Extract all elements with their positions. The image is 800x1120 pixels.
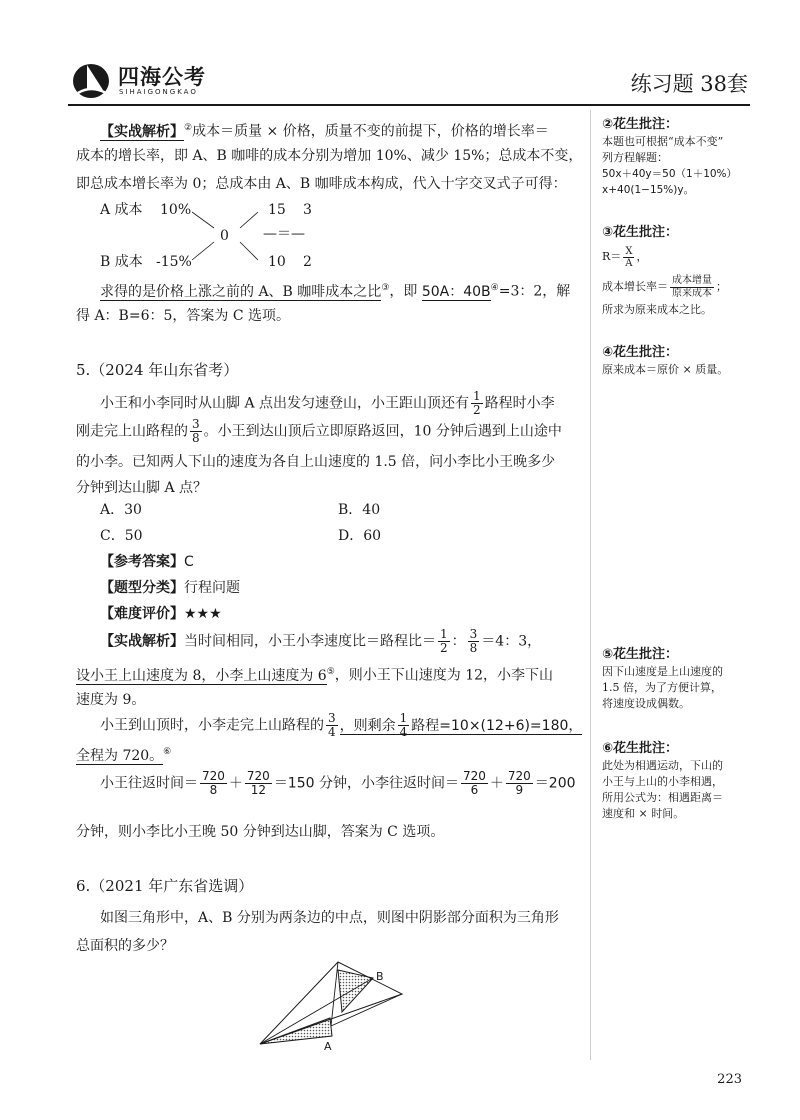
prev-analysis-line-1 xyxy=(100,118,549,142)
fraction xyxy=(670,275,714,300)
option-a: A．30 xyxy=(100,502,142,518)
fraction-numerator: 3 xyxy=(192,417,200,431)
sail-logo-icon xyxy=(70,60,114,100)
annotation-mark-2: ② xyxy=(184,123,193,133)
underlined-ratio-text: 求得的是价格上涨之前的 A、B 咖啡成本之比 xyxy=(100,283,382,300)
cross-dash: —＝— xyxy=(263,226,305,242)
note-line: x+40(1−15%)y。 xyxy=(602,184,695,196)
note-title: ④花生批注： xyxy=(602,345,679,360)
text-segment: =3：2，解 xyxy=(498,283,571,300)
cross-b-label: B 成本 xyxy=(100,254,143,270)
prev-analysis-text: 成本＝质量 × 价格，质量不变的前提下，价格的增长率＝ xyxy=(192,123,549,140)
fraction xyxy=(471,390,483,417)
note-title: ⑤花生批注： xyxy=(602,647,679,662)
fraction-denominator: 4 xyxy=(399,725,408,739)
question-6-line-2: 总面积的多少？ xyxy=(76,938,174,954)
fraction-denominator: A xyxy=(625,257,633,269)
annotation-mark-3: ③ xyxy=(381,283,390,293)
fraction-numerator: X xyxy=(625,245,633,257)
text-segment: ＋ xyxy=(228,775,243,792)
fraction xyxy=(190,418,202,445)
q5-analysis-line-7: 分钟，则小李比小王晚 50 分钟到达山脚，答案为 C 选项。 xyxy=(76,824,445,840)
underlined-speed-assumption: 设小王上山速度为 8，小李上山速度为 6 xyxy=(76,667,327,684)
cross-r2a: 10 xyxy=(268,254,286,270)
fraction-numerator: 3 xyxy=(469,627,478,641)
text-segment: ＝150 分钟，小李往返时间＝ xyxy=(273,775,459,792)
note-4 xyxy=(602,344,762,378)
logo-chinese: 四海公考 xyxy=(118,65,206,89)
annotation-mark-5: ⑤ xyxy=(326,667,335,677)
type-line xyxy=(100,578,240,598)
prev-analysis-line-2: 成本的增长率，即 A、B 咖啡的成本分别为增加 10%、减少 15%；总成本不变， xyxy=(76,148,583,164)
text-segment: ，即 xyxy=(389,283,422,300)
question-6-number: 6.（2021 年广东省选调） xyxy=(76,877,254,895)
q5-analysis-line-6 xyxy=(100,770,576,797)
cross-a-label: A 成本 xyxy=(100,202,143,218)
fraction-denominator: 12 xyxy=(250,783,266,797)
fraction xyxy=(438,628,450,655)
fraction-denominator: 4 xyxy=(328,725,336,739)
cross-method-diagram xyxy=(100,198,330,272)
cross-r1a: 15 xyxy=(268,202,286,218)
page-number: 223 xyxy=(717,1072,742,1087)
note-6 xyxy=(602,740,762,822)
note-line: 所求为原来成本之比。 xyxy=(602,303,712,316)
type-label: 【题型分类】 xyxy=(100,580,184,596)
note-line: 速度和 × 时间。 xyxy=(602,807,685,820)
fraction xyxy=(461,770,488,797)
fraction-denominator: 原来成本 xyxy=(672,287,712,299)
question-5-number: 5.（2024 年山东省考） xyxy=(76,361,239,379)
text-segment: 路程时小李 xyxy=(484,395,555,412)
cross-b-value: -15% xyxy=(156,254,192,270)
note-line: 本题也可根据“成本不变” xyxy=(602,135,724,148)
prev-analysis-line-5: 得 A：B=6：5，答案为 C 选项。 xyxy=(76,308,291,324)
cross-r2b: 2 xyxy=(303,254,312,270)
type-value: 行程问题 xyxy=(184,580,240,596)
fraction-denominator: 2 xyxy=(440,641,448,655)
fraction xyxy=(506,770,533,797)
fraction-denominator: 2 xyxy=(473,403,481,417)
question-5-line-2 xyxy=(76,418,562,445)
sidebar-divider xyxy=(590,110,591,1060)
fraction-numerator: 1 xyxy=(440,627,448,641)
header-logo xyxy=(70,60,220,102)
fraction-numerator: 720 xyxy=(462,769,486,783)
annotation-mark-6: ⑥ xyxy=(163,747,172,757)
fraction-denominator: 8 xyxy=(192,431,200,445)
difficulty-stars: ★★★ xyxy=(184,606,222,622)
note-line: 因下山速度是上山速度的 xyxy=(602,665,723,678)
note-line: 原来成本＝原价 × 质量。 xyxy=(602,363,729,376)
fraction-denominator: 6 xyxy=(470,783,479,797)
answer-value: C xyxy=(184,554,194,570)
q5-analysis-line-1 xyxy=(100,628,541,655)
fraction xyxy=(245,770,272,797)
question-5-line-1 xyxy=(100,390,555,417)
option-b: B．40 xyxy=(338,502,381,518)
note-2 xyxy=(602,116,762,198)
text-segment: 。小王到达山顶后立即原路返回，10 分钟后遇到上山途中 xyxy=(203,423,562,440)
point-b-label: B xyxy=(376,970,384,983)
fraction xyxy=(468,628,480,655)
cross-center: 0 xyxy=(220,228,229,244)
text-segment: ，则剩余 xyxy=(339,717,396,734)
text-segment: ； xyxy=(716,280,727,293)
text-segment: 成本增长率＝ xyxy=(602,280,668,293)
fraction xyxy=(623,246,634,269)
q5-analysis-line-4 xyxy=(100,712,582,739)
note-line: 列方程解题： xyxy=(602,151,668,164)
annotation-mark-4: ④ xyxy=(490,283,499,293)
fraction-numerator: 720 xyxy=(507,769,531,783)
note-5 xyxy=(602,646,762,712)
difficulty-label: 【难度评价】 xyxy=(100,606,184,622)
analysis-label: 【实战解析】 xyxy=(100,633,184,650)
underlined-total-distance: 全程为 720。 xyxy=(76,747,164,764)
triangle-figure xyxy=(252,960,412,1060)
note-line: 所用公式为：相遇距离＝ xyxy=(602,791,723,804)
answer-line xyxy=(100,552,194,572)
note-title: ③花生批注： xyxy=(602,225,679,240)
fraction-numerator: 成本增量 xyxy=(672,274,712,286)
option-d: D．60 xyxy=(338,528,382,544)
cross-r1b: 3 xyxy=(303,202,312,218)
q5-analysis-line-3: 速度为 9。 xyxy=(76,692,146,708)
note-line xyxy=(602,272,772,302)
text-segment: 小王和小李同时从山脚 A 点出发匀速登山，小王距山顶还有 xyxy=(100,395,470,412)
note-line: 1.5 倍，为了方便计算， xyxy=(602,681,722,694)
analysis-label: 【实战解析】 xyxy=(100,123,184,140)
fraction-denominator: 8 xyxy=(469,641,478,655)
note-line xyxy=(602,242,772,272)
text-segment: 路程=10×(12+6)=180， xyxy=(411,717,583,734)
text-segment: 小王往返时间＝ xyxy=(100,775,198,792)
note-line: 小王与上山的小李相遇， xyxy=(602,775,723,788)
fraction-numerator: 3 xyxy=(328,711,336,725)
fraction xyxy=(398,712,410,739)
note-3 xyxy=(602,224,772,318)
fraction-denominator: 8 xyxy=(209,783,218,797)
question-6-line-1: 如图三角形中，A、B 分别为两条边的中点，则图中阴影部分面积为三角形 xyxy=(100,910,559,926)
fraction-denominator: 9 xyxy=(515,783,524,797)
question-5-line-4: 分钟到达山脚 A 点？ xyxy=(76,480,208,496)
q5-analysis-line-2 xyxy=(76,662,553,686)
underlined-cost-expression: 50A：40B xyxy=(421,283,491,300)
text-segment: ＋ xyxy=(489,775,504,792)
fraction-numerator: 720 xyxy=(246,769,270,783)
fraction-numerator: 1 xyxy=(399,711,408,725)
logo-english: SIHAIGONGKAO xyxy=(119,88,198,96)
note-line: 将速度设成偶数。 xyxy=(602,697,690,710)
text-segment: 当时间相同，小王小李速度比＝路程比＝ xyxy=(184,633,436,650)
note-title: ②花生批注： xyxy=(602,117,679,132)
text-segment: R＝ xyxy=(602,250,622,263)
difficulty-line xyxy=(100,604,222,624)
fraction xyxy=(326,712,338,739)
prev-analysis-line-4 xyxy=(100,278,570,302)
option-c: C．50 xyxy=(100,528,143,544)
note-line: 50x＋40y＝50（1＋10%） xyxy=(602,168,738,180)
text-segment: ，则小王下山速度为 12，小李下山 xyxy=(334,667,554,684)
q5-analysis-line-5 xyxy=(76,742,171,766)
text-segment: ＝200 xyxy=(534,775,576,792)
fraction xyxy=(200,770,227,797)
text-segment: 小王到山顶时，小李走完上山路程的 xyxy=(100,717,324,734)
fraction-numerator: 1 xyxy=(473,389,481,403)
text-segment: 刚走完上山路程的 xyxy=(76,423,188,440)
prev-analysis-line-3: 即总成本增长率为 0；总成本由 A、B 咖啡成本构成，代入十字交叉式子可得： xyxy=(76,176,567,192)
question-5-line-3: 的小李。已知两人下山的速度为各自上山速度的 1.5 倍，问小李比小王晚多少 xyxy=(76,454,556,470)
set-title: 练习题 38套 xyxy=(630,72,748,96)
point-a-label: A xyxy=(324,1040,332,1053)
text-segment: ＝4：3， xyxy=(481,633,542,650)
note-title: ⑥花生批注： xyxy=(602,741,679,756)
text-segment: ， xyxy=(636,250,648,263)
header-rule xyxy=(68,104,750,106)
answer-label: 【参考答案】 xyxy=(100,554,184,570)
fraction-numerator: 720 xyxy=(202,769,225,783)
text-segment: ： xyxy=(451,633,466,650)
cross-a-value: 10% xyxy=(160,202,192,218)
note-line: 此处为相遇运动，下山的 xyxy=(602,759,723,772)
